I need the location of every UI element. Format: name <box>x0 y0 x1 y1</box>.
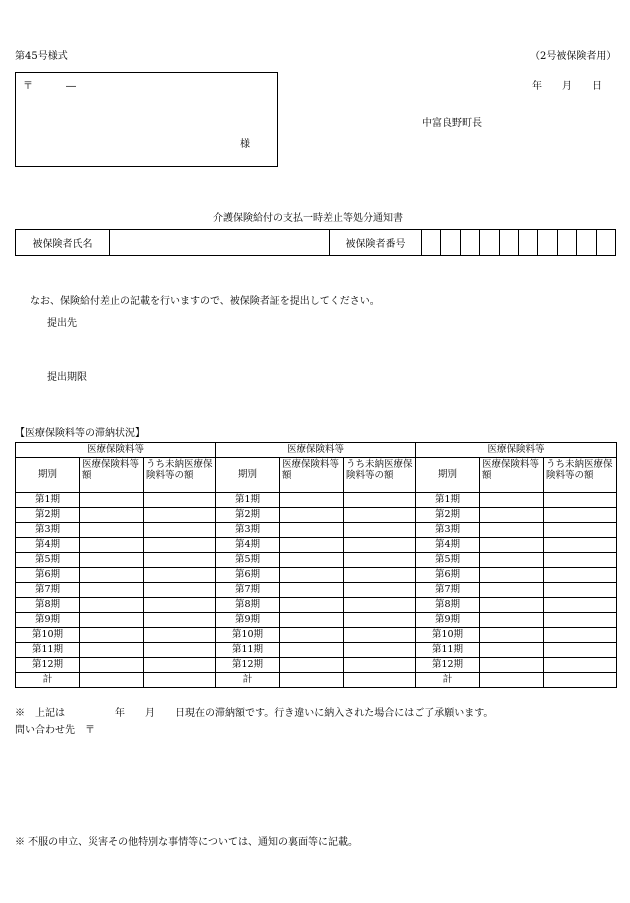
insured-number-digit[interactable] <box>518 230 537 256</box>
unpaid-cell[interactable] <box>544 613 617 628</box>
col-unpaid-header: うち未納医療保険料等の額 <box>344 458 416 493</box>
insured-name-field[interactable] <box>110 230 330 256</box>
table-row <box>16 523 617 538</box>
table-row <box>16 598 617 613</box>
period-label: 第4期 <box>16 538 80 553</box>
amount-cell[interactable] <box>480 673 544 688</box>
unpaid-cell[interactable] <box>344 583 416 598</box>
amount-cell[interactable] <box>480 508 544 523</box>
table-row <box>16 493 617 508</box>
unpaid-cell[interactable] <box>544 523 617 538</box>
period-label: 第7期 <box>416 583 480 598</box>
insured-id-table <box>15 229 616 256</box>
document-title: 介護保険給付の支払一時差止等処分通知書 <box>213 213 403 224</box>
total-label: 計 <box>416 673 480 688</box>
period-label: 第1期 <box>416 493 480 508</box>
period-label: 第7期 <box>216 583 280 598</box>
amount-cell[interactable] <box>280 553 344 568</box>
insured-number-label: 被保険者番号 <box>330 230 422 256</box>
table-row <box>16 508 617 523</box>
unpaid-cell[interactable] <box>544 658 617 673</box>
amount-cell[interactable] <box>480 658 544 673</box>
unpaid-cell[interactable] <box>544 538 617 553</box>
form-variant: （2号被保険者用） <box>530 51 617 62</box>
total-label: 計 <box>16 673 80 688</box>
period-label: 第4期 <box>416 538 480 553</box>
amount-cell[interactable] <box>280 613 344 628</box>
unpaid-cell[interactable] <box>544 673 617 688</box>
amount-cell[interactable] <box>80 523 144 538</box>
period-label: 第6期 <box>416 568 480 583</box>
period-label: 第8期 <box>16 598 80 613</box>
amount-cell[interactable] <box>280 583 344 598</box>
period-label: 第10期 <box>216 628 280 643</box>
table-row <box>16 643 617 658</box>
honorific: 様 <box>240 139 250 150</box>
insured-number-digit[interactable] <box>577 230 596 256</box>
col-unpaid-header: うち未納医療保険料等の額 <box>144 458 216 493</box>
amount-cell[interactable] <box>80 538 144 553</box>
unpaid-cell[interactable] <box>144 673 216 688</box>
amount-cell[interactable] <box>480 553 544 568</box>
unpaid-cell[interactable] <box>344 658 416 673</box>
unpaid-cell[interactable] <box>544 583 617 598</box>
amount-cell[interactable] <box>280 658 344 673</box>
insured-number-digit[interactable] <box>538 230 557 256</box>
period-label: 第11期 <box>216 643 280 658</box>
unpaid-cell[interactable] <box>144 568 216 583</box>
amount-cell[interactable] <box>80 493 144 508</box>
amount-cell[interactable] <box>80 628 144 643</box>
insured-number-digit[interactable] <box>480 230 499 256</box>
total-row <box>16 673 617 688</box>
group-header: 医療保険料等 <box>16 443 216 458</box>
group-header: 医療保険料等 <box>416 443 617 458</box>
period-label: 第4期 <box>216 538 280 553</box>
period-label: 第9期 <box>416 613 480 628</box>
amount-cell[interactable] <box>80 643 144 658</box>
deadline-label: 提出期限 <box>47 372 87 383</box>
unpaid-cell[interactable] <box>344 508 416 523</box>
amount-cell[interactable] <box>480 643 544 658</box>
insured-number-digit[interactable] <box>422 230 441 256</box>
form-number: 第45号様式 <box>15 51 68 62</box>
col-period-header: 期別 <box>216 458 280 493</box>
period-label: 第12期 <box>416 658 480 673</box>
amount-cell[interactable] <box>480 568 544 583</box>
unpaid-cell[interactable] <box>344 538 416 553</box>
issuer: 中富良野町長 <box>422 118 482 129</box>
period-label: 第12期 <box>16 658 80 673</box>
unpaid-cell[interactable] <box>544 598 617 613</box>
unpaid-cell[interactable] <box>544 568 617 583</box>
unpaid-cell[interactable] <box>144 643 216 658</box>
amount-cell[interactable] <box>480 628 544 643</box>
period-label: 第9期 <box>216 613 280 628</box>
period-label: 第3期 <box>216 523 280 538</box>
unpaid-cell[interactable] <box>144 523 216 538</box>
amount-cell[interactable] <box>280 673 344 688</box>
amount-cell[interactable] <box>280 568 344 583</box>
period-label: 第1期 <box>16 493 80 508</box>
unpaid-cell[interactable] <box>344 553 416 568</box>
amount-cell[interactable] <box>80 568 144 583</box>
group-header: 医療保険料等 <box>216 443 416 458</box>
postal-dash: ― <box>66 81 76 92</box>
arrears-table <box>15 442 617 688</box>
table-row <box>16 538 617 553</box>
notice-text: なお、保険給付差止の記載を行いますので、被保険者証を提出してください。 <box>30 296 380 307</box>
period-label: 第2期 <box>16 508 80 523</box>
amount-cell[interactable] <box>480 538 544 553</box>
unpaid-cell[interactable] <box>344 643 416 658</box>
amount-cell[interactable] <box>80 553 144 568</box>
insured-number-digit[interactable] <box>460 230 479 256</box>
date-line: 年 月 日 <box>532 81 602 92</box>
unpaid-cell[interactable] <box>144 493 216 508</box>
total-label: 計 <box>216 673 280 688</box>
insured-number-digit[interactable] <box>596 230 615 256</box>
unpaid-cell[interactable] <box>144 628 216 643</box>
period-label: 第7期 <box>16 583 80 598</box>
period-label: 第8期 <box>216 598 280 613</box>
address-box <box>15 72 278 167</box>
period-label: 第10期 <box>16 628 80 643</box>
unpaid-cell[interactable] <box>344 628 416 643</box>
unpaid-cell[interactable] <box>344 673 416 688</box>
period-label: 第5期 <box>416 553 480 568</box>
period-label: 第9期 <box>16 613 80 628</box>
table-row <box>16 658 617 673</box>
unpaid-cell[interactable] <box>144 508 216 523</box>
col-amount-header: 医療保険料等額 <box>280 458 344 493</box>
unpaid-cell[interactable] <box>144 613 216 628</box>
period-label: 第2期 <box>416 508 480 523</box>
amount-cell[interactable] <box>80 583 144 598</box>
amount-cell[interactable] <box>280 523 344 538</box>
period-label: 第1期 <box>216 493 280 508</box>
unpaid-cell[interactable] <box>544 643 617 658</box>
amount-cell[interactable] <box>80 673 144 688</box>
amount-cell[interactable] <box>80 613 144 628</box>
amount-cell[interactable] <box>280 643 344 658</box>
period-label: 第12期 <box>216 658 280 673</box>
unpaid-cell[interactable] <box>144 583 216 598</box>
period-label: 第3期 <box>16 523 80 538</box>
period-label: 第11期 <box>416 643 480 658</box>
table-row <box>16 583 617 598</box>
period-label: 第11期 <box>16 643 80 658</box>
amount-cell[interactable] <box>280 628 344 643</box>
amount-cell[interactable] <box>280 508 344 523</box>
unpaid-cell[interactable] <box>544 493 617 508</box>
amount-cell[interactable] <box>280 538 344 553</box>
period-label: 第6期 <box>216 568 280 583</box>
period-label: 第6期 <box>16 568 80 583</box>
col-period-header: 期別 <box>16 458 80 493</box>
amount-cell[interactable] <box>480 523 544 538</box>
unpaid-cell[interactable] <box>544 508 617 523</box>
period-label: 第2期 <box>216 508 280 523</box>
period-label: 第10期 <box>416 628 480 643</box>
amount-cell[interactable] <box>480 583 544 598</box>
unpaid-cell[interactable] <box>544 553 617 568</box>
unpaid-cell[interactable] <box>344 598 416 613</box>
amount-cell[interactable] <box>280 493 344 508</box>
unpaid-cell[interactable] <box>544 628 617 643</box>
table-row <box>16 553 617 568</box>
arrears-note: ※ 上記は 年 月 日現在の滞納額です。行き違いに納入された場合にはご了承願います。 <box>15 708 494 719</box>
period-label: 第5期 <box>16 553 80 568</box>
period-label: 第3期 <box>416 523 480 538</box>
insured-number-digit[interactable] <box>499 230 518 256</box>
contact-label: 問い合わせ先 〒 <box>15 725 95 736</box>
appeal-note: ※ 不服の申立、災害その他特別な事情等については、通知の裏面等に記載。 <box>15 837 358 848</box>
postal-mark: 〒 <box>23 81 33 92</box>
table-row <box>16 613 617 628</box>
col-unpaid-header: うち未納医療保険料等の額 <box>544 458 617 493</box>
unpaid-cell[interactable] <box>344 568 416 583</box>
period-label: 第5期 <box>216 553 280 568</box>
amount-cell[interactable] <box>80 658 144 673</box>
submit-to-label: 提出先 <box>47 318 77 329</box>
unpaid-cell[interactable] <box>144 658 216 673</box>
amount-cell[interactable] <box>80 508 144 523</box>
unpaid-cell[interactable] <box>344 613 416 628</box>
insured-number-digit[interactable] <box>557 230 576 256</box>
table-row <box>16 628 617 643</box>
unpaid-cell[interactable] <box>144 598 216 613</box>
insured-name-label: 被保険者氏名 <box>16 230 110 256</box>
table-row <box>16 568 617 583</box>
amount-cell[interactable] <box>480 613 544 628</box>
insured-number-digit[interactable] <box>441 230 460 256</box>
col-period-header: 期別 <box>416 458 480 493</box>
col-amount-header: 医療保険料等額 <box>480 458 544 493</box>
amount-cell[interactable] <box>480 493 544 508</box>
amount-cell[interactable] <box>480 598 544 613</box>
unpaid-cell[interactable] <box>144 553 216 568</box>
amount-cell[interactable] <box>280 598 344 613</box>
amount-cell[interactable] <box>80 598 144 613</box>
arrears-section-title: 【医療保険料等の滞納状況】 <box>15 428 145 439</box>
unpaid-cell[interactable] <box>344 493 416 508</box>
period-label: 第8期 <box>416 598 480 613</box>
unpaid-cell[interactable] <box>344 523 416 538</box>
col-amount-header: 医療保険料等額 <box>80 458 144 493</box>
unpaid-cell[interactable] <box>144 538 216 553</box>
